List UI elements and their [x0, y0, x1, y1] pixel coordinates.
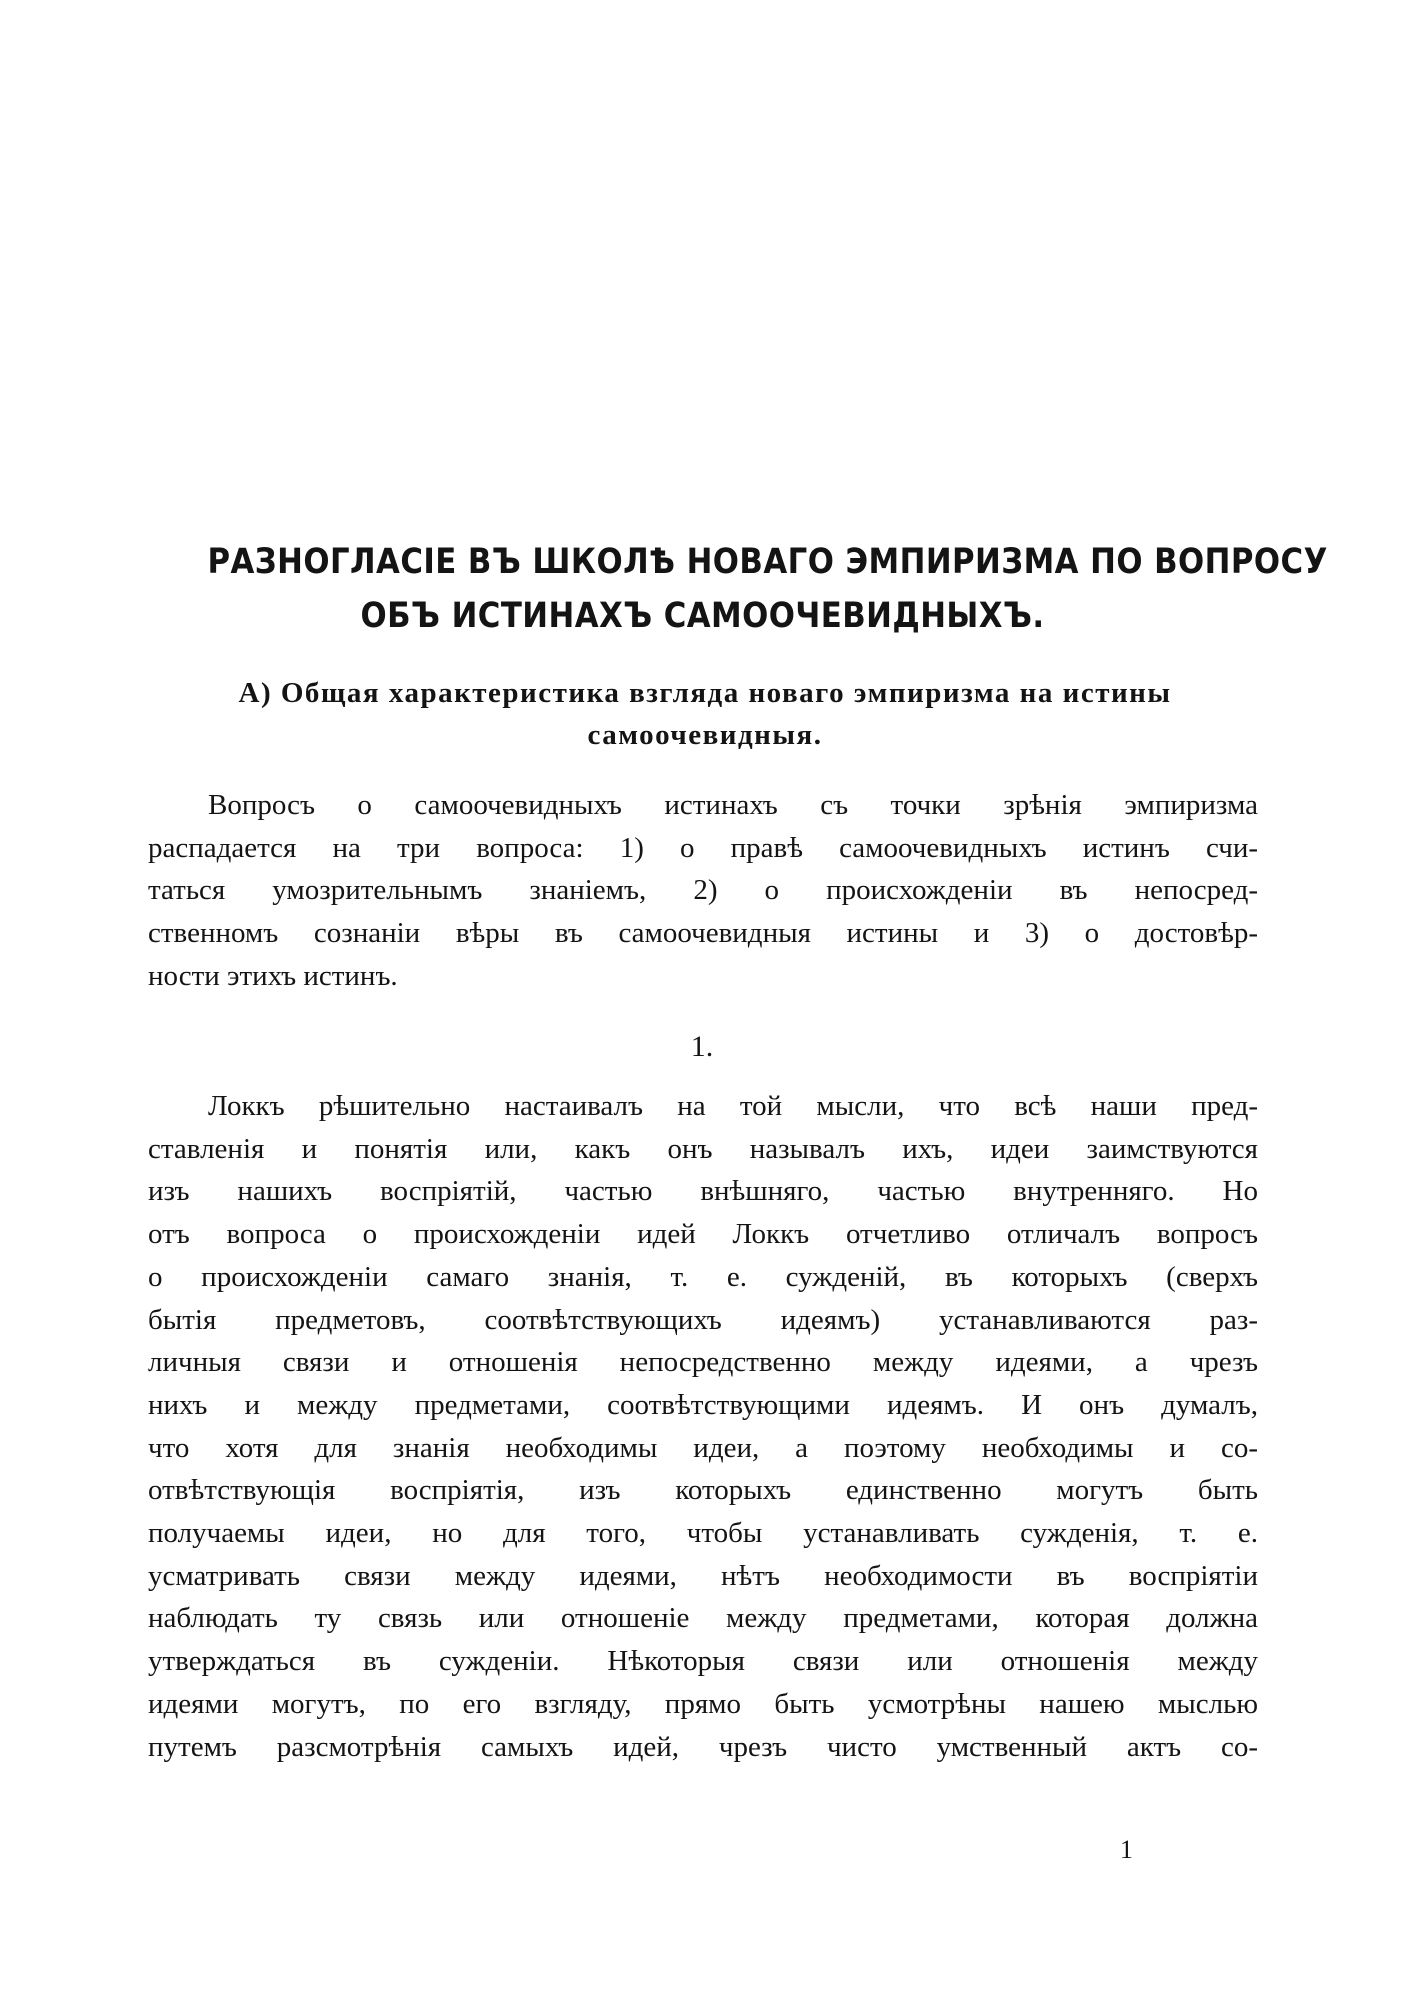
paragraph-line: распадается на три вопроса: 1) о правѣ самоочевидныхъ истинъ счи- [148, 831, 1258, 864]
section-number: 1. [690, 1030, 714, 1063]
paragraph-line: ности этихъ истинъ. [148, 959, 398, 992]
paragraph-line: Вопросъ о самоочевидныхъ истинахъ съ точки зрѣнія эмпиризма [208, 789, 1258, 821]
section-heading [160, 672, 1250, 756]
title-line-2: ОБЪ ИСТИНАХЪ САМООЧЕВИДНЫХЪ. [360, 596, 1045, 636]
paragraph-line: наблюдать ту связь или отношеніе между предметами, которая должна [148, 1602, 1258, 1635]
section-heading-line-1: A) Общая характеристика взгляда новаго эмпиризма на истины [238, 677, 1172, 709]
paragraph-line: Локкъ рѣшительно настаивалъ на той мысли, что всѣ наши пред- [208, 1090, 1258, 1122]
paragraph-line: о происхожденіи самаго знанія, т. е. сужденій, въ которыхъ (сверхъ [148, 1260, 1258, 1293]
paragraph-line: отвѣтствующія воспріятія, изъ которыхъ единственно могутъ быть [148, 1474, 1258, 1507]
paragraph-line: бытія предметовъ, соотвѣтствующихъ идеямъ) устанавливаются раз- [148, 1303, 1258, 1336]
main-paragraph [148, 1085, 1258, 1768]
paragraph-line: нихъ и между предметами, соотвѣтствующими идеямъ. И онъ думалъ, [148, 1388, 1258, 1421]
title-line-1: РАЗНОГЛАСІЕ ВЪ ШКОЛѢ НОВАГО ЭМПИРИЗМА ПО ВОПРОСУ [207, 542, 1328, 582]
paragraph-line: что хотя для знанія необходимы идеи, а поэтому необходимы и со- [148, 1431, 1258, 1464]
paragraph-line: идеями могутъ, по его взгляду, прямо быть усмотрѣны нашею мыслью [148, 1687, 1258, 1720]
paragraph-line: утверждаться въ сужденіи. Нѣкоторыя связи или отношенія между [148, 1645, 1258, 1678]
paragraph-line: получаемы идеи, но для того, чтобы устанавливать сужденія, т. е. [148, 1517, 1258, 1550]
page-signature: 1 [1120, 1835, 1133, 1864]
intro-paragraph [148, 784, 1258, 998]
paragraph-line: ственномъ сознаніи вѣры въ самоочевидныя истины и 3) о достовѣр- [148, 917, 1258, 950]
article-title [207, 535, 1328, 643]
paragraph-line: отъ вопроса о происхожденіи идей Локкъ отчетливо отличалъ вопросъ [148, 1218, 1258, 1251]
paragraph-line: усматривать связи между идеями, нѣтъ необходимости въ воспріятіи [148, 1559, 1258, 1592]
paragraph-line: ставленія и понятія или, какъ онъ называлъ ихъ, идеи заимствуются [148, 1132, 1258, 1165]
paragraph-line: путемъ разсмотрѣнія самыхъ идей, чрезъ чисто умственный актъ со- [148, 1730, 1258, 1763]
paragraph-line: личныя связи и отношенія непосредственно между идеями, а чрезъ [148, 1346, 1258, 1379]
section-heading-line-2: самоочевидныя. [587, 719, 823, 751]
paragraph-line: таться умозрительнымъ знаніемъ, 2) о происхожденіи въ непосред- [148, 874, 1258, 907]
paragraph-line: изъ нашихъ воспріятій, частью внѣшняго, частью внутренняго. Но [148, 1175, 1258, 1208]
